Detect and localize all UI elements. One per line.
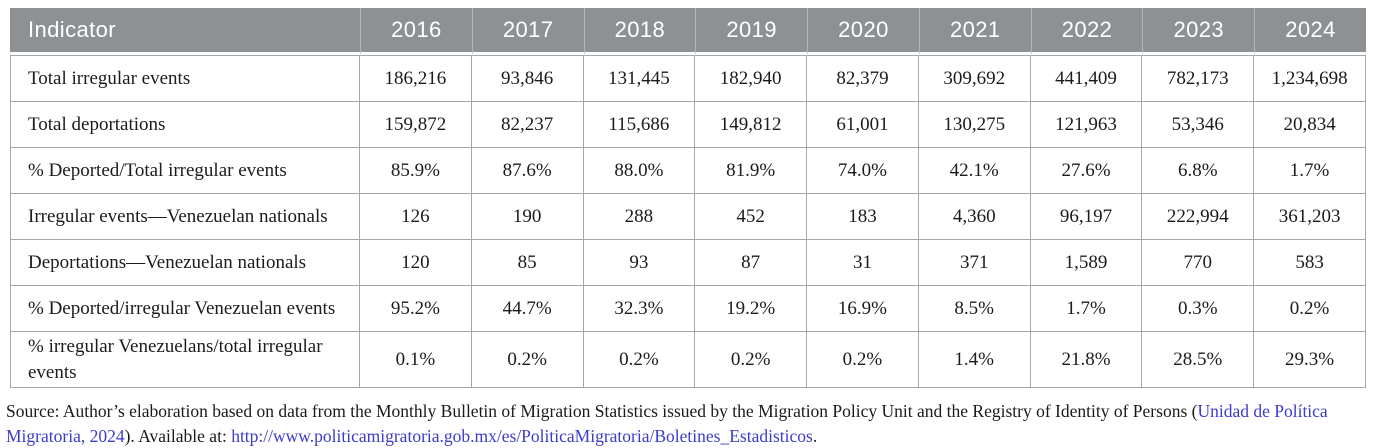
value-cell: 186,216: [360, 55, 472, 102]
value-cell: 0.2%: [1254, 286, 1366, 332]
value-cell: 1,589: [1031, 240, 1143, 286]
value-cell: 32.3%: [584, 286, 696, 332]
value-cell: 42.1%: [919, 148, 1031, 194]
table-row-total-deportations: [10, 102, 1366, 148]
citation-link[interactable]: Unidad de Política Migratoria, 2024: [6, 401, 1328, 446]
value-cell: 29.3%: [1254, 332, 1366, 388]
value-cell: 87: [695, 240, 807, 286]
value-cell: 16.9%: [807, 286, 919, 332]
value-cell: 6.8%: [1142, 148, 1254, 194]
source-note-suffix: .: [812, 425, 818, 446]
value-cell: 130,275: [919, 102, 1031, 148]
row-label-cell: Deportations—Venezuelan nationals: [10, 240, 360, 286]
header-cell-year-2022: 2022: [1031, 8, 1143, 55]
table-row-pct-irregular-venezuelans: [10, 332, 1366, 388]
table-row-total-irregular-events: [10, 55, 1366, 102]
value-cell: 126: [360, 194, 472, 240]
value-cell: 96,197: [1031, 194, 1143, 240]
value-cell: 288: [584, 194, 696, 240]
value-cell: 82,237: [472, 102, 584, 148]
row-label-cell: % Deported/Total irregular events: [10, 148, 360, 194]
value-cell: 131,445: [584, 55, 696, 102]
value-cell: 4,360: [919, 194, 1031, 240]
row-label-cell: Irregular events—Venezuelan nationals: [10, 194, 360, 240]
value-cell: 222,994: [1142, 194, 1254, 240]
value-cell: 95.2%: [360, 286, 472, 332]
source-note-prefix: Source: Author’s elaboration based on data from the Monthly Bulletin of Migration Statistics issued by the Migration Policy Unit and the Registry of Identity of Persons (: [6, 401, 1198, 422]
header-cell-year-2021: 2021: [919, 8, 1031, 55]
row-label-cell: Total deportations: [10, 102, 360, 148]
value-cell: 81.9%: [695, 148, 807, 194]
value-cell: 159,872: [360, 102, 472, 148]
source-note-middle: ). Available at:: [124, 425, 232, 446]
value-cell: 0.2%: [695, 332, 807, 388]
value-cell: 120: [360, 240, 472, 286]
value-cell: 0.1%: [360, 332, 472, 388]
table-row-pct-deported-total: [10, 148, 1366, 194]
header-cell-year-2024: 2024: [1254, 8, 1366, 55]
table-header-row: [10, 8, 1366, 55]
header-cell-indicator: Indicator: [10, 8, 360, 55]
value-cell: 85.9%: [360, 148, 472, 194]
header-cell-year-2019: 2019: [695, 8, 807, 55]
value-cell: 121,963: [1031, 102, 1143, 148]
value-cell: 583: [1254, 240, 1366, 286]
source-note: [6, 399, 1374, 448]
header-cell-year-2023: 2023: [1142, 8, 1254, 55]
value-cell: 82,379: [807, 55, 919, 102]
value-cell: 88.0%: [584, 148, 696, 194]
value-cell: 28.5%: [1142, 332, 1254, 388]
value-cell: 361,203: [1254, 194, 1366, 240]
header-cell-year-2017: 2017: [472, 8, 584, 55]
table-row-deportations-venezuelan: [10, 240, 1366, 286]
value-cell: 441,409: [1031, 55, 1143, 102]
value-cell: 53,346: [1142, 102, 1254, 148]
value-cell: 93,846: [472, 55, 584, 102]
bulletin-url-link[interactable]: http://www.politicamigratoria.gob.mx/es/PoliticaMigratoria/Boletines_Estadisticos: [231, 425, 813, 446]
row-label-cell: % irregular Venezuelans/total irregular events: [10, 332, 360, 388]
value-cell: 21.8%: [1031, 332, 1143, 388]
value-cell: 61,001: [807, 102, 919, 148]
value-cell: 87.6%: [472, 148, 584, 194]
row-label-cell: Total irregular events: [10, 55, 360, 102]
header-cell-year-2016: 2016: [360, 8, 472, 55]
value-cell: 1.7%: [1031, 286, 1143, 332]
value-cell: 93: [584, 240, 696, 286]
value-cell: 85: [472, 240, 584, 286]
value-cell: 371: [919, 240, 1031, 286]
value-cell: 44.7%: [472, 286, 584, 332]
value-cell: 19.2%: [695, 286, 807, 332]
value-cell: 0.2%: [584, 332, 696, 388]
value-cell: 183: [807, 194, 919, 240]
value-cell: 74.0%: [807, 148, 919, 194]
value-cell: 0.3%: [1142, 286, 1254, 332]
value-cell: 20,834: [1254, 102, 1366, 148]
value-cell: 149,812: [695, 102, 807, 148]
value-cell: 770: [1142, 240, 1254, 286]
value-cell: 1,234,698: [1254, 55, 1366, 102]
header-cell-year-2018: 2018: [584, 8, 696, 55]
value-cell: 182,940: [695, 55, 807, 102]
migration-statistics-table: [10, 8, 1366, 388]
value-cell: 309,692: [919, 55, 1031, 102]
value-cell: 452: [695, 194, 807, 240]
value-cell: 115,686: [584, 102, 696, 148]
value-cell: 0.2%: [472, 332, 584, 388]
table-row-pct-deported-venezuelan: [10, 286, 1366, 332]
row-label-cell: % Deported/irregular Venezuelan events: [10, 286, 360, 332]
value-cell: 27.6%: [1031, 148, 1143, 194]
value-cell: 190: [472, 194, 584, 240]
value-cell: 31: [807, 240, 919, 286]
header-cell-year-2020: 2020: [807, 8, 919, 55]
value-cell: 782,173: [1142, 55, 1254, 102]
value-cell: 1.7%: [1254, 148, 1366, 194]
value-cell: 8.5%: [919, 286, 1031, 332]
table-row-irregular-venezuelan: [10, 194, 1366, 240]
value-cell: 1.4%: [919, 332, 1031, 388]
value-cell: 0.2%: [807, 332, 919, 388]
